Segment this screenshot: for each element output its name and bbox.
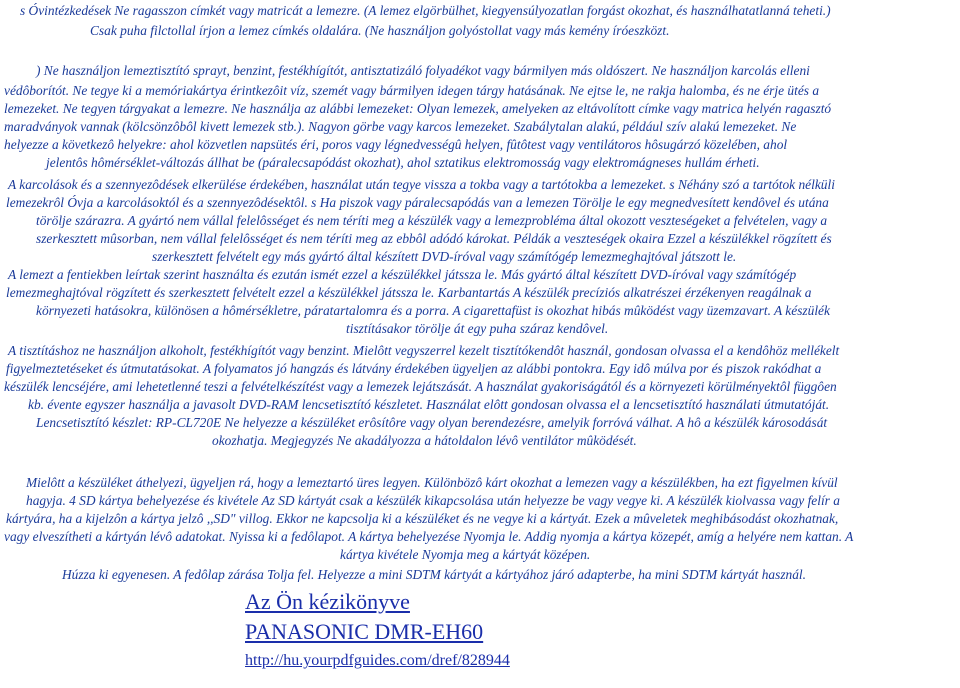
text-line: s Óvintézkedések Ne ragasszon címkét vagy matricát a lemezre. (A lemez elgörbülhet, kiegyensúlyozatlan forgást okozhat, és használhatatlanná teheti.) bbox=[20, 3, 831, 18]
text-line: lemezmeghajtóval rögzített és szerkesztett felvételt ezzel a készülékkel játssza le. Karbantartás A készülék precíziós alkatrészei érzékenyen reagálnak a bbox=[6, 285, 812, 300]
text-line: A lemezt a fentiekben leírtak szerint használta és ezután ismét ezzel a készülékkel játssza le. Más gyártó által készített DVD-íróval vagy számítógép bbox=[8, 267, 797, 282]
text-line: figyelmeztetéseket és útmutatásokat. A folyamatos jó hangzás és látvány érdekében ügyeljen az alábbi pontokra. Egy idô múlva por és piszok rakódhat a bbox=[6, 361, 822, 376]
text-line: A tisztításhoz ne használjon alkoholt, festékhígítót vagy benzint. Mielôtt vegyszerrel kezelt tisztítókendôt használ, gondosan olvassa el a kendôhöz mellékelt bbox=[8, 343, 840, 358]
text-line: környezeti hatásokra, különösen a hômérsékletre, páratartalomra és a porra. A cigarettafüst is okozhat hibás mûködést vagy üzemzavart. A készülék bbox=[36, 303, 830, 318]
url-link[interactable]: http://hu.yourpdfguides.com/dref/828944 bbox=[245, 652, 510, 669]
text-line: szerkesztett felvételt egy más gyártó által készített DVD-íróval vagy számítógép lemezmeghajtóval játszott le. bbox=[152, 249, 737, 264]
text-line: szerkesztett mûsorban, nem vállal felelôsséget és nem téríti meg az ebbôl adódó károkat. Példák a veszteségek okaira Ezzel a készülékkel rögzített és bbox=[36, 231, 832, 246]
text-line: kártya kivétele Nyomja meg a kártyát középen. bbox=[340, 547, 591, 562]
text-line: helyezze a következô helyekre: ahol közvetlen napsütés éri, poros vagy légnedvességû helyen, fûtôtest vagy ventilátoros hôsugárzó közelében, ahol bbox=[4, 137, 788, 152]
product-link[interactable]: PANASONIC DMR-EH60 bbox=[245, 619, 484, 644]
text-line: maradványok vannak (kölcsönzôbôl kivett lemezek stb.). Nagyon görbe vagy karcos lemezeket. Szabálytalan alakú, például szív alakú lemezeket. Ne bbox=[4, 119, 797, 134]
text-line: ) Ne használjon lemeztisztító sprayt, benzint, festékhígítót, antisztatizáló folyadékot vagy bármilyen más oldószert. Ne használjon karcolás elleni bbox=[36, 63, 810, 78]
text-line: vagy elveszítheti a kártyán lévô adatokat. Nyissa ki a fedôlapot. A kártya behelyezése Nyomja le. Addig nyomja a kártya közepét, amíg a helyére nem kattan. A bbox=[4, 529, 854, 544]
text-line: Húzza ki egyenesen. A fedôlap zárása Tolja fel. Helyezze a mini SDTM kártyát a kártyához járó adapterbe, ha mini SDTM kártyát használ. bbox=[62, 567, 806, 582]
text-line: készülék lencséjére, ami lehetetlenné teszi a felvételkészítést vagy a lemezek lejátszását. A használat gyakoriságától és a környezeti körülményektôl függôen bbox=[4, 379, 837, 394]
text-line: tisztításakor törölje át egy puha száraz kendôvel. bbox=[346, 321, 609, 336]
text-line: Mielôtt a készüléket áthelyezi, ügyeljen rá, hogy a lemeztartó üres legyen. Különbözô kárt okozhat a lemezen vagy a készülékben, ha ezt figyelmen kívül bbox=[26, 475, 838, 490]
text-line: kb. évente egyszer használja a javasolt DVD-RAM lencsetisztító készletet. Használat elôtt gondosan olvassa el a lencsetisztító használati útmutatóját. bbox=[28, 397, 830, 412]
text-line: lemezeket. Ne tegyen tárgyakat a lemezre. Ne használja az alábbi lemezeket: Olyan lemezek, amelyeken az eltávolított címke vagy matrica helyén ragasztó bbox=[4, 101, 832, 116]
text-line: hagyja. 4 SD kártya behelyezése és kivétele Az SD kártyát csak a készülék kikapcsolása után helyezze be vagy vegye ki. A készülék kiolvassa vagy felír a bbox=[26, 493, 840, 508]
text-line: jelentôs hômérséklet-változás állhat be (páralecsapódást okozhat), ahol sztatikus elektromosság vagy elektromágneses hullám érheti. bbox=[46, 155, 760, 170]
text-line: A karcolások és a szennyezôdések elkerülése érdekében, használat után tegye vissza a tokba vagy a tartótokba a lemezeket. s Néhány szó a tartótok nélküli bbox=[8, 177, 835, 192]
manual-link[interactable]: Az Ön kézikönyve bbox=[245, 589, 410, 614]
text-line: kártyára, ha a kijelzôn a kártya jelzô ,,SD" villog. Ekkor ne kapcsolja ki a készüléket és ne vegye ki a kártyát. Ezek a mûveletek meghibásodást okozhatnak, bbox=[6, 511, 839, 526]
text-line: Csak puha filctollal írjon a lemez címkés oldalára. (Ne használjon golyóstollat vagy más kemény íróeszközt. bbox=[90, 23, 670, 38]
text-line: lemezekrôl Óvja a karcolásoktól és a szennyezôdésektôl. s Ha piszok vagy páralecsapódás van a lemezen Törölje le egy megnedvesített kendôvel és utána bbox=[6, 195, 829, 210]
text-line: törölje szárazra. A gyártó nem vállal felelôsséget és nem téríti meg a készülék vagy a lemezprobléma által okozott veszteségeket a felvételen, vagy a bbox=[36, 213, 828, 228]
text-line: okozhatja. Megjegyzés Ne akadályozza a hátoldalon lévô ventilátor mûködését. bbox=[212, 433, 637, 448]
text-line: Lencsetisztító készlet: RP-CL720E Ne helyezze a készüléket erôsítôre vagy olyan berendezésre, amelyik forróvá válhat. A hô a készülék károsodását bbox=[36, 415, 828, 430]
text-line: védôborítót. Ne tegye ki a memóriakártya érintkezôit víz, szemét vagy bármilyen idegen tárgy hatásának. Ne ejtse le, ne rakja halomba, és ne érje ütés a bbox=[4, 83, 820, 98]
